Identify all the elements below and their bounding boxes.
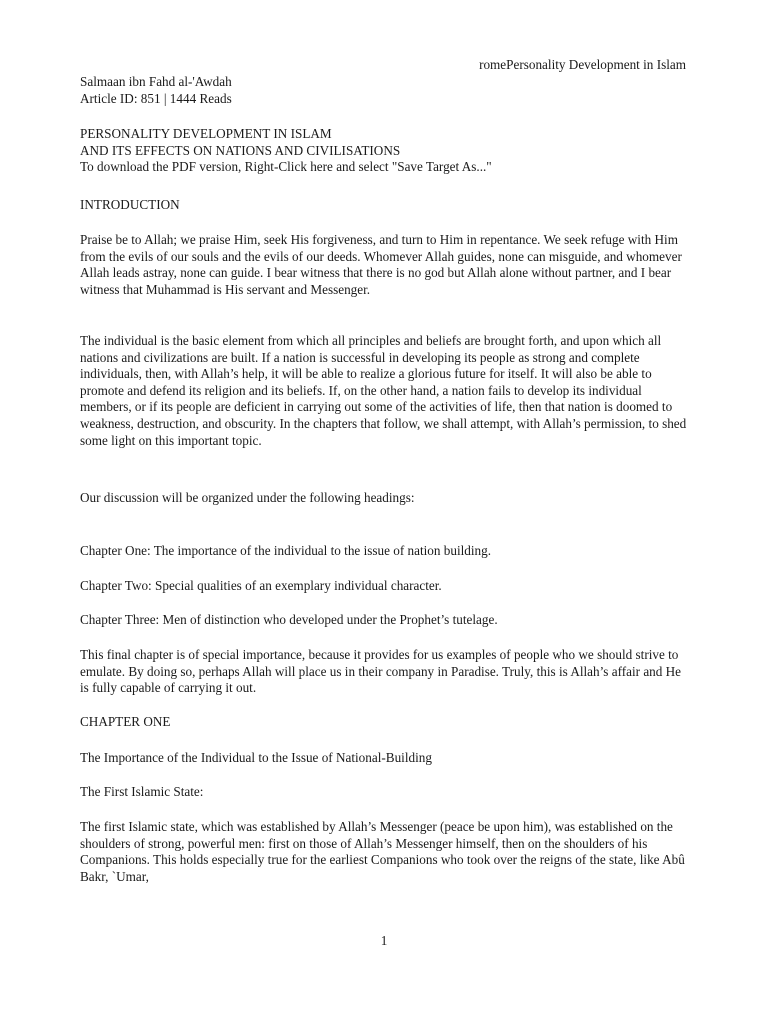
chapter-one-paragraph-1: The first Islamic state, which was established by Allah’s Messenger (peace be upon him), was established on the shoulders of strong, powerful men: first on those of Allah’s Messenger himself, then on the shoulders of his Companions. This holds especially true for the earliest Companions who took over the reigns of the state, like Abû Bakr, `Umar, xyxy=(80,819,685,884)
section-title: The First Islamic State: xyxy=(80,784,204,799)
introduction-paragraph-1: Praise be to Allah; we praise Him, seek His forgiveness, and turn to Him in repentance. We seek refuge with Him from the evils of our souls and the evils of our deeds. Whomever Allah guides, none can misguide, and whomever Allah leads astray, none can guide. I bear witness that there is no god but Allah alone without partner, and I bear witness that Muhammad is His servant and Messenger. xyxy=(80,232,682,297)
title-line-1: PERSONALITY DEVELOPMENT IN ISLAM xyxy=(80,126,332,141)
introduction-heading: INTRODUCTION xyxy=(80,197,180,212)
final-chapter-note: This final chapter is of special importance, because it provides for us examples of people who we should strive to emulate. By doing so, perhaps Allah will place us in their company in Paradise. Truly, this is Allah’s affair and He is fully capable of carrying it out. xyxy=(80,647,682,696)
chapter-list-item: Chapter One: The importance of the individual to the issue of nation building. xyxy=(80,543,492,558)
article-info: Article ID: 851 | 1444 Reads xyxy=(80,90,232,106)
chapter-list-item: Chapter Three: Men of distinction who developed under the Prophet’s tutelage. xyxy=(80,612,498,627)
chapter-one-heading: CHAPTER ONE xyxy=(80,714,171,729)
author-name: Salmaan ibn Fahd al-'Awdah xyxy=(80,74,232,89)
title-line-2: AND ITS EFFECTS ON NATIONS AND CIVILISATIONS xyxy=(80,142,401,158)
running-header-title: romePersonality Development in Islam xyxy=(479,57,686,72)
chapter-list-item: Chapter Two: Special qualities of an exemplary individual character. xyxy=(80,578,442,593)
download-note[interactable]: To download the PDF version, Right-Click here and select "Save Target As..." xyxy=(80,159,492,175)
chapter-one-subtitle: The Importance of the Individual to the Issue of National-Building xyxy=(80,750,432,765)
article-meta xyxy=(80,74,692,107)
article-title xyxy=(80,126,692,176)
page-number: 1 xyxy=(380,933,388,948)
introduction-paragraph-3: Our discussion will be organized under the following headings: xyxy=(80,490,415,505)
introduction-paragraph-2: The individual is the basic element from which all principles and beliefs are brought forth, and upon which all nations and civilizations are built. If a nation is successful in developing its people as strong and complete individuals, then, with Allah’s help, it will be able to realize a glorious future for itself. It will also be able to promote and defend its religion and its beliefs. If, on the other hand, a nation fails to develop its individual members, or if its people are deficient in carrying out some of the activities of life, then that nation is doomed to weakness, destruction, and obscurity. In the chapters that follow, we shall attempt, with Allah’s permission, to shed some light on this important topic. xyxy=(80,333,687,448)
